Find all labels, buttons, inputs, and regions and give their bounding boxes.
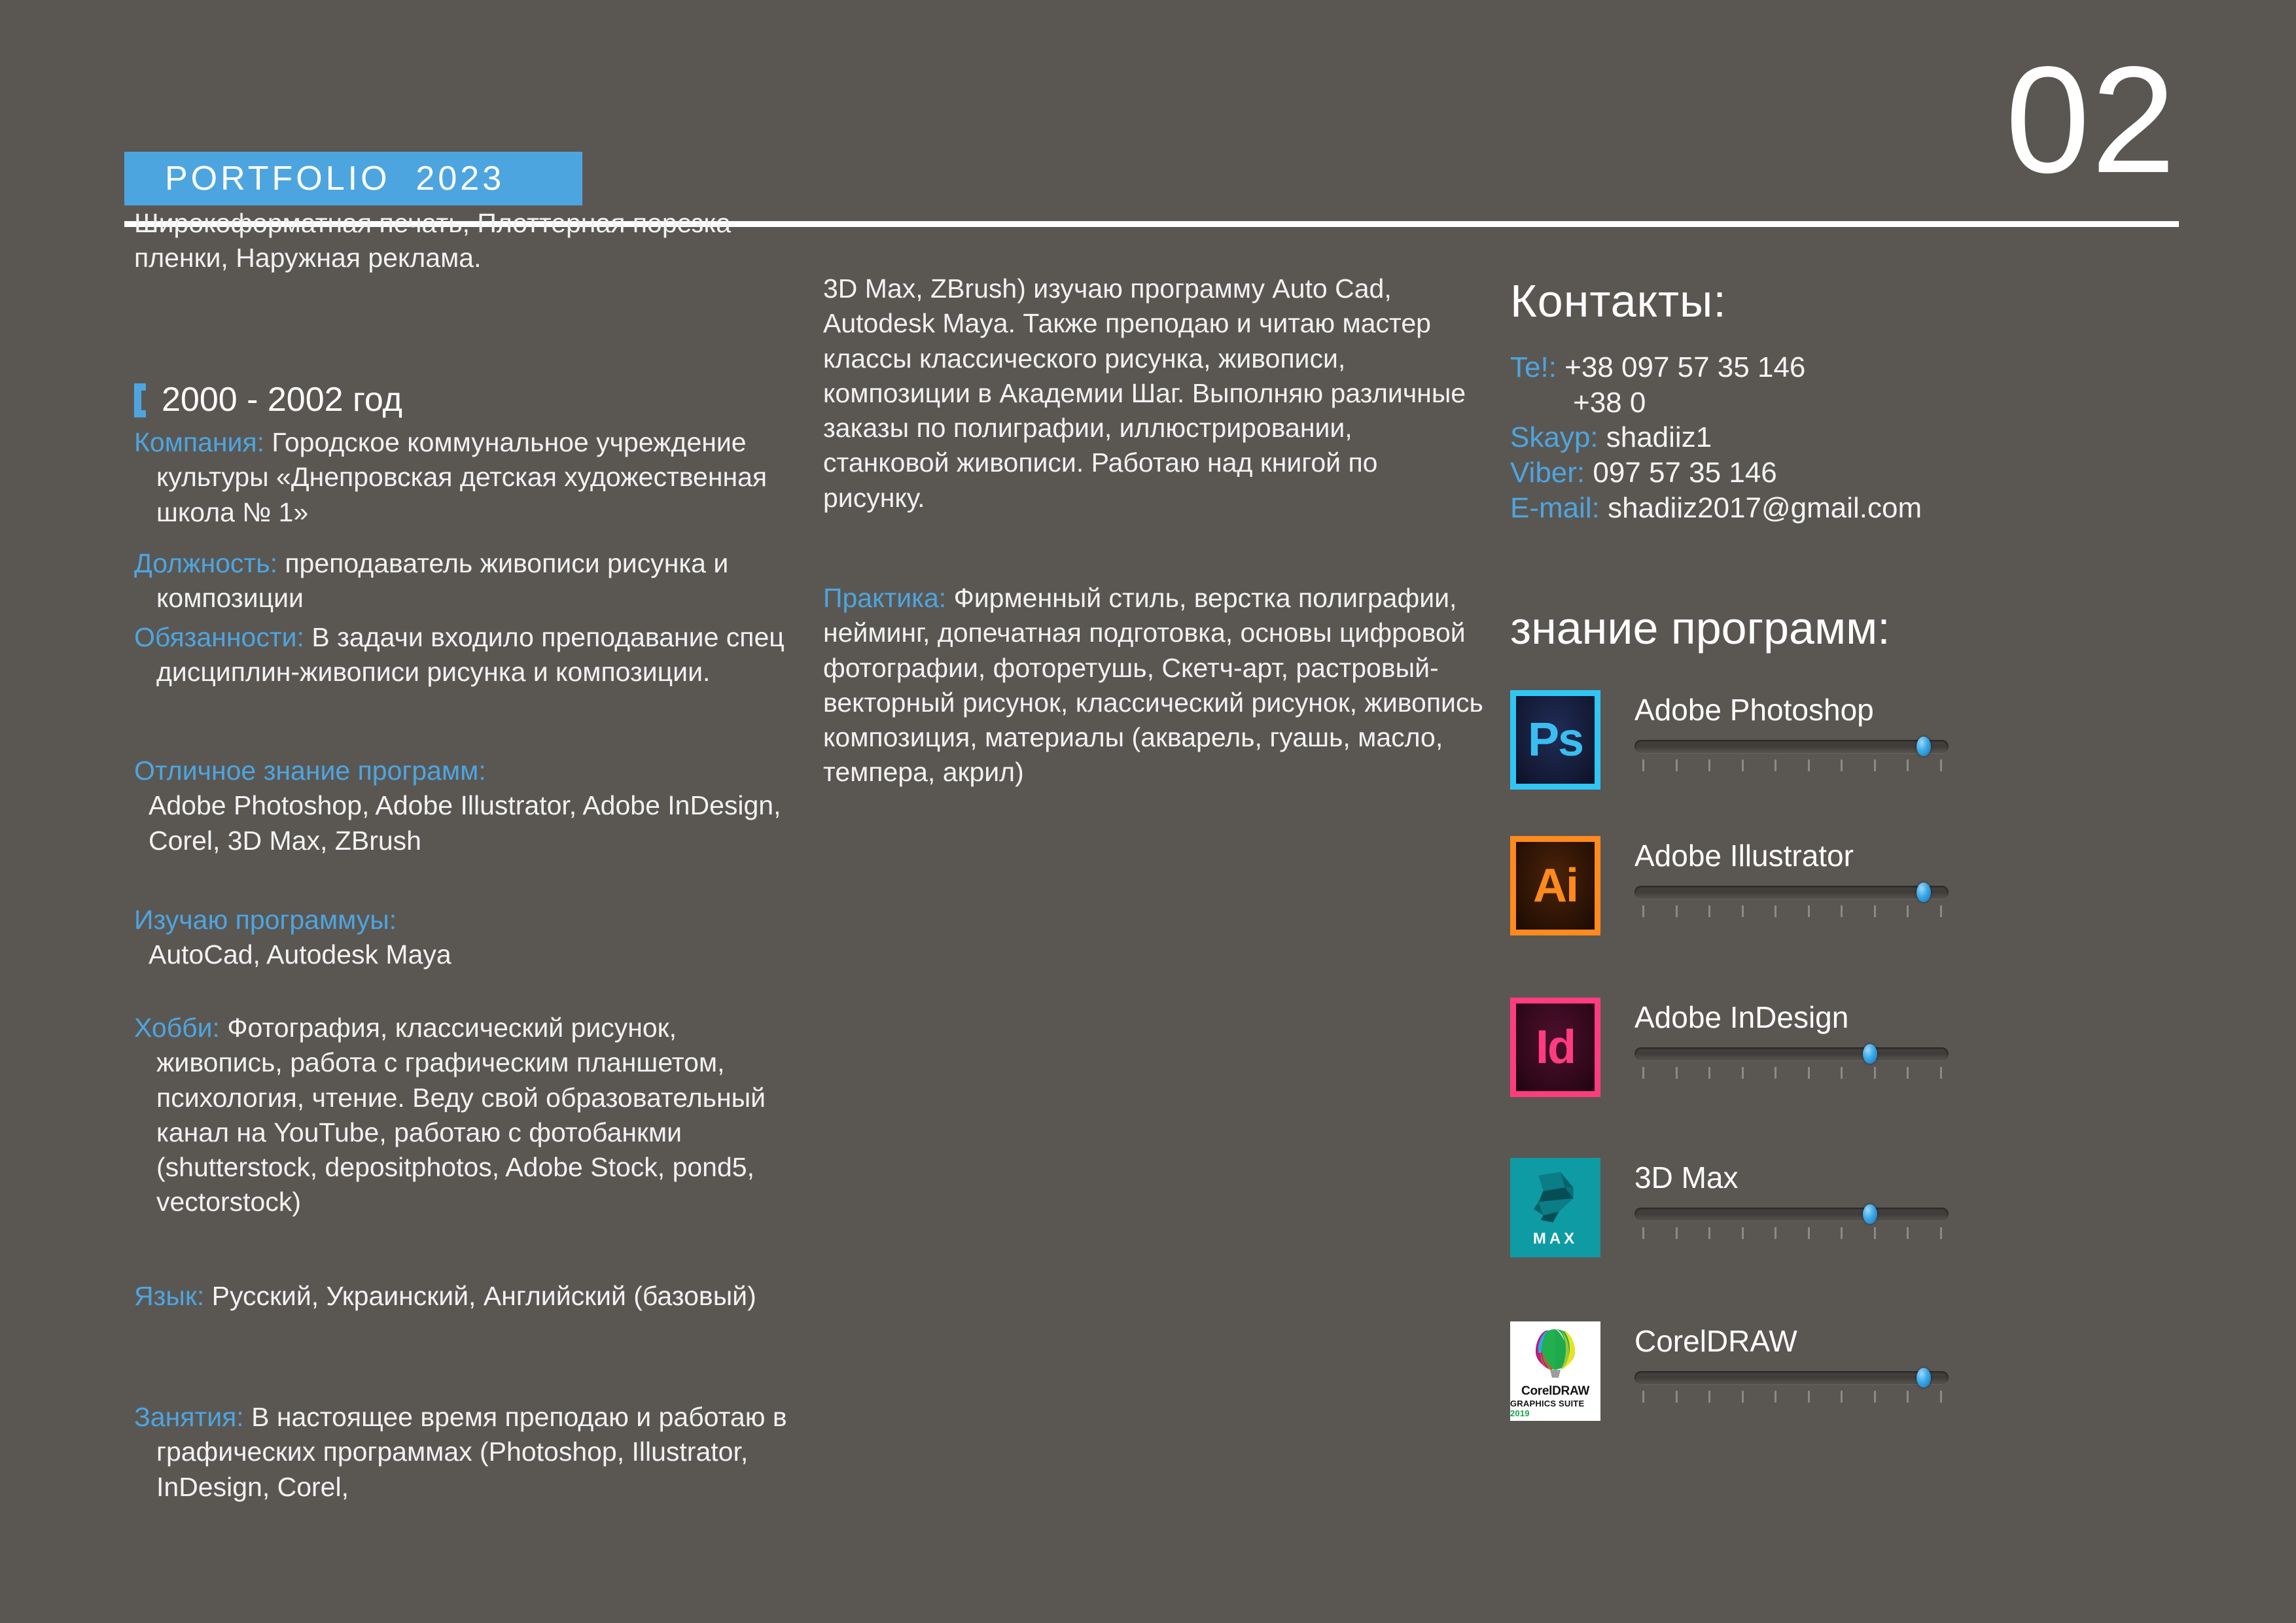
company-value: Городское коммунальное учреждение культуры «Днепровская детская художественная школа № 1» xyxy=(156,427,768,527)
practice-paragraph xyxy=(823,581,1484,790)
intro-text: Широкоформатная печать, Плоттерная порезка пленки, Наружная реклама. xyxy=(134,208,731,273)
contact-row-email[interactable] xyxy=(1510,491,2164,526)
email-value: shadiiz2017@gmail.com xyxy=(1599,491,1922,524)
contact-row-viber[interactable] xyxy=(1510,455,2164,491)
language-label: Язык: xyxy=(134,1281,205,1311)
skill-label-illustrator: Adobe Illustrator xyxy=(1634,839,1854,873)
3dsmax-wordmark: MAX xyxy=(1532,1230,1578,1248)
duties-label: Обязанности: xyxy=(134,622,304,652)
hobby-block xyxy=(134,1011,795,1220)
skill-slider-coreldraw[interactable] xyxy=(1634,1366,1949,1397)
skill-label-3dsmax: 3D Max xyxy=(1634,1161,1739,1195)
company-block xyxy=(134,425,788,530)
practice-block xyxy=(823,581,1484,790)
skill-row-photoshop xyxy=(1510,690,2184,808)
slider-knob[interactable] xyxy=(1916,1368,1931,1387)
skype-label: Skayp: xyxy=(1510,421,1598,454)
slider-track[interactable] xyxy=(1634,1371,1949,1384)
intro-paragraph xyxy=(134,206,788,276)
contact-row-tel-secondary[interactable] xyxy=(1510,385,2164,421)
company-label: Компания: xyxy=(134,427,265,457)
skill-body-photoshop xyxy=(1634,694,1955,766)
skill-slider-indesign[interactable] xyxy=(1634,1042,1949,1073)
duties-block xyxy=(134,620,795,690)
occupation-label: Занятия: xyxy=(134,1402,244,1432)
slider-ticks xyxy=(1642,1067,1942,1079)
viber-label: Viber: xyxy=(1510,457,1585,489)
skill-body-indesign xyxy=(1634,1002,1955,1073)
learning-label: Изучаю программуы: xyxy=(134,905,397,935)
duties-value: В задачи входило преподавание спец дисциплин-живописи рисунка и композиции. xyxy=(156,622,785,688)
position-value: преподаватель живописи рисунка и композиции xyxy=(156,548,729,614)
indesign-icon xyxy=(1510,998,1600,1097)
year-range-line xyxy=(134,379,788,420)
illustrator-icon xyxy=(1510,836,1600,935)
skill-body-illustrator xyxy=(1634,840,1955,912)
photoshop-glyph: Ps xyxy=(1527,714,1583,766)
slider-ticks xyxy=(1642,759,1942,771)
skill-slider-photoshop[interactable] xyxy=(1634,735,1949,766)
skill-slider-3dsmax[interactable] xyxy=(1634,1202,1949,1234)
bracket-marker xyxy=(134,383,146,417)
illustrator-glyph: Ai xyxy=(1533,860,1578,912)
coreldraw-suite-text: GRAPHICS SUITE xyxy=(1510,1399,1585,1408)
coreldraw-balloon-glyph xyxy=(1530,1327,1580,1383)
slider-knob[interactable] xyxy=(1863,1204,1877,1224)
3dsmax-glyph xyxy=(1525,1167,1585,1227)
learning-value: AutoCad, Autodesk Maya xyxy=(149,939,451,970)
coreldraw-suite-line xyxy=(1510,1399,1600,1418)
excellent-skills-value: Adobe Photoshop, Adobe Illustrator, Adobe InDesign, Corel, 3D Max, ZBrush xyxy=(149,790,781,856)
skill-row-indesign xyxy=(1510,998,2184,1115)
skype-value: shadiiz1 xyxy=(1598,421,1712,454)
language-block xyxy=(134,1279,795,1314)
position-block xyxy=(134,546,788,616)
skills-heading-wrap xyxy=(1510,602,1890,654)
continuation-text: 3D Max, ZBrush) изучаю программу Auto Cad, Autodesk Maya. Также преподаю и читаю мастер классы классического рисунка, живописи, композиции в Академии Шаг. Выполняю различные заказы по полиграфии, иллюстрировании, станковой живописи. Работаю над книгой по рисунку. xyxy=(823,273,1466,513)
excellent-skills-label: Отличное знание программ: xyxy=(134,756,486,786)
company-paragraph xyxy=(134,425,788,530)
learning-label-line xyxy=(134,903,795,937)
contact-row-tel[interactable] xyxy=(1510,350,2164,385)
3dsmax-icon xyxy=(1510,1158,1600,1257)
skills-title: знание программ: xyxy=(1510,602,1890,654)
page-number: 02 xyxy=(2005,35,2177,205)
excellent-skills-block xyxy=(134,754,795,858)
skill-row-3dsmax xyxy=(1510,1158,2184,1276)
email-label: E-mail: xyxy=(1510,491,1600,524)
contacts-list xyxy=(1510,350,2164,525)
skill-slider-illustrator[interactable] xyxy=(1634,881,1949,912)
language-value: Русский, Украинский, Английский (базовый) xyxy=(204,1281,756,1311)
indesign-glyph: Id xyxy=(1536,1021,1575,1073)
language-paragraph xyxy=(134,1279,795,1314)
portfolio-badge-label: PORTFOLIO 2023 xyxy=(165,160,505,198)
portfolio-badge xyxy=(124,152,582,205)
skill-label-indesign: Adobe InDesign xyxy=(1634,1000,1849,1034)
contact-row-skype[interactable] xyxy=(1510,420,2164,455)
contacts-heading-wrap xyxy=(1510,275,1727,326)
coreldraw-icon xyxy=(1510,1321,1600,1421)
occupation-paragraph xyxy=(134,1400,795,1505)
occupation-block xyxy=(134,1400,795,1505)
viber-value: 097 57 35 146 xyxy=(1585,457,1777,489)
coreldraw-wordmark: CorelDRAW xyxy=(1521,1384,1589,1398)
slider-knob[interactable] xyxy=(1863,1044,1877,1064)
skill-label-coreldraw: CorelDRAW xyxy=(1634,1324,1797,1358)
position-label: Должность: xyxy=(134,548,277,578)
skill-body-3dsmax xyxy=(1634,1162,1955,1234)
slider-ticks xyxy=(1642,1227,1942,1239)
hobby-paragraph xyxy=(134,1011,795,1220)
skill-label-photoshop: Adobe Photoshop xyxy=(1634,693,1874,727)
duties-paragraph xyxy=(134,620,795,690)
year-range-text: 2000 - 2002 год xyxy=(162,381,402,419)
slider-track[interactable] xyxy=(1634,886,1949,899)
occupation-value: В настоящее время преподаю и работаю в графических программах (Photoshop, Illustrator, InDesign, Corel, xyxy=(156,1402,787,1502)
practice-label: Практика: xyxy=(823,583,947,613)
experience-period xyxy=(134,379,788,420)
skill-row-illustrator xyxy=(1510,836,2184,954)
slider-ticks xyxy=(1642,1391,1942,1403)
practice-value: Фирменный стиль, верстка полиграфии, нейминг, допечатная подготовка, основы цифровой фотографии, фоторетушь, Скетч-арт, растровый-векторный рисунок, классический рисунок, живопись композиция, материалы (акварель, гуашь, масло, темпера, акрил) xyxy=(823,583,1483,788)
slider-knob[interactable] xyxy=(1916,882,1931,902)
tel-value: +38 097 57 35 146 xyxy=(1556,351,1806,383)
contacts-title: Контакты: xyxy=(1510,275,1727,326)
slider-track[interactable] xyxy=(1634,740,1949,753)
tel-secondary-value: +38 0 xyxy=(1573,386,1646,419)
tel-label: Te!: xyxy=(1510,351,1557,383)
learning-block xyxy=(134,903,795,973)
skill-row-coreldraw xyxy=(1510,1321,2184,1439)
excellent-skills-label-line xyxy=(134,754,795,788)
slider-track[interactable] xyxy=(1634,1047,1949,1060)
hobby-label: Хобби: xyxy=(134,1013,220,1043)
position-paragraph xyxy=(134,546,788,616)
continuation-block xyxy=(823,271,1477,515)
slider-knob[interactable] xyxy=(1916,737,1931,756)
slider-ticks xyxy=(1642,905,1942,917)
hobby-value: Фотография, классический рисунок, живопись, работа с графическим планшетом, психология, чтение. Веду свой образовательный канал на YouTube, работаю с фотобанкми (shutterstock, depositphotos, Adobe Stock, pond5, vectorstock) xyxy=(156,1013,766,1217)
skill-body-coreldraw xyxy=(1634,1325,1955,1397)
coreldraw-year: 2019 xyxy=(1510,1408,1530,1418)
photoshop-icon xyxy=(1510,690,1600,790)
slider-track[interactable] xyxy=(1634,1208,1949,1221)
